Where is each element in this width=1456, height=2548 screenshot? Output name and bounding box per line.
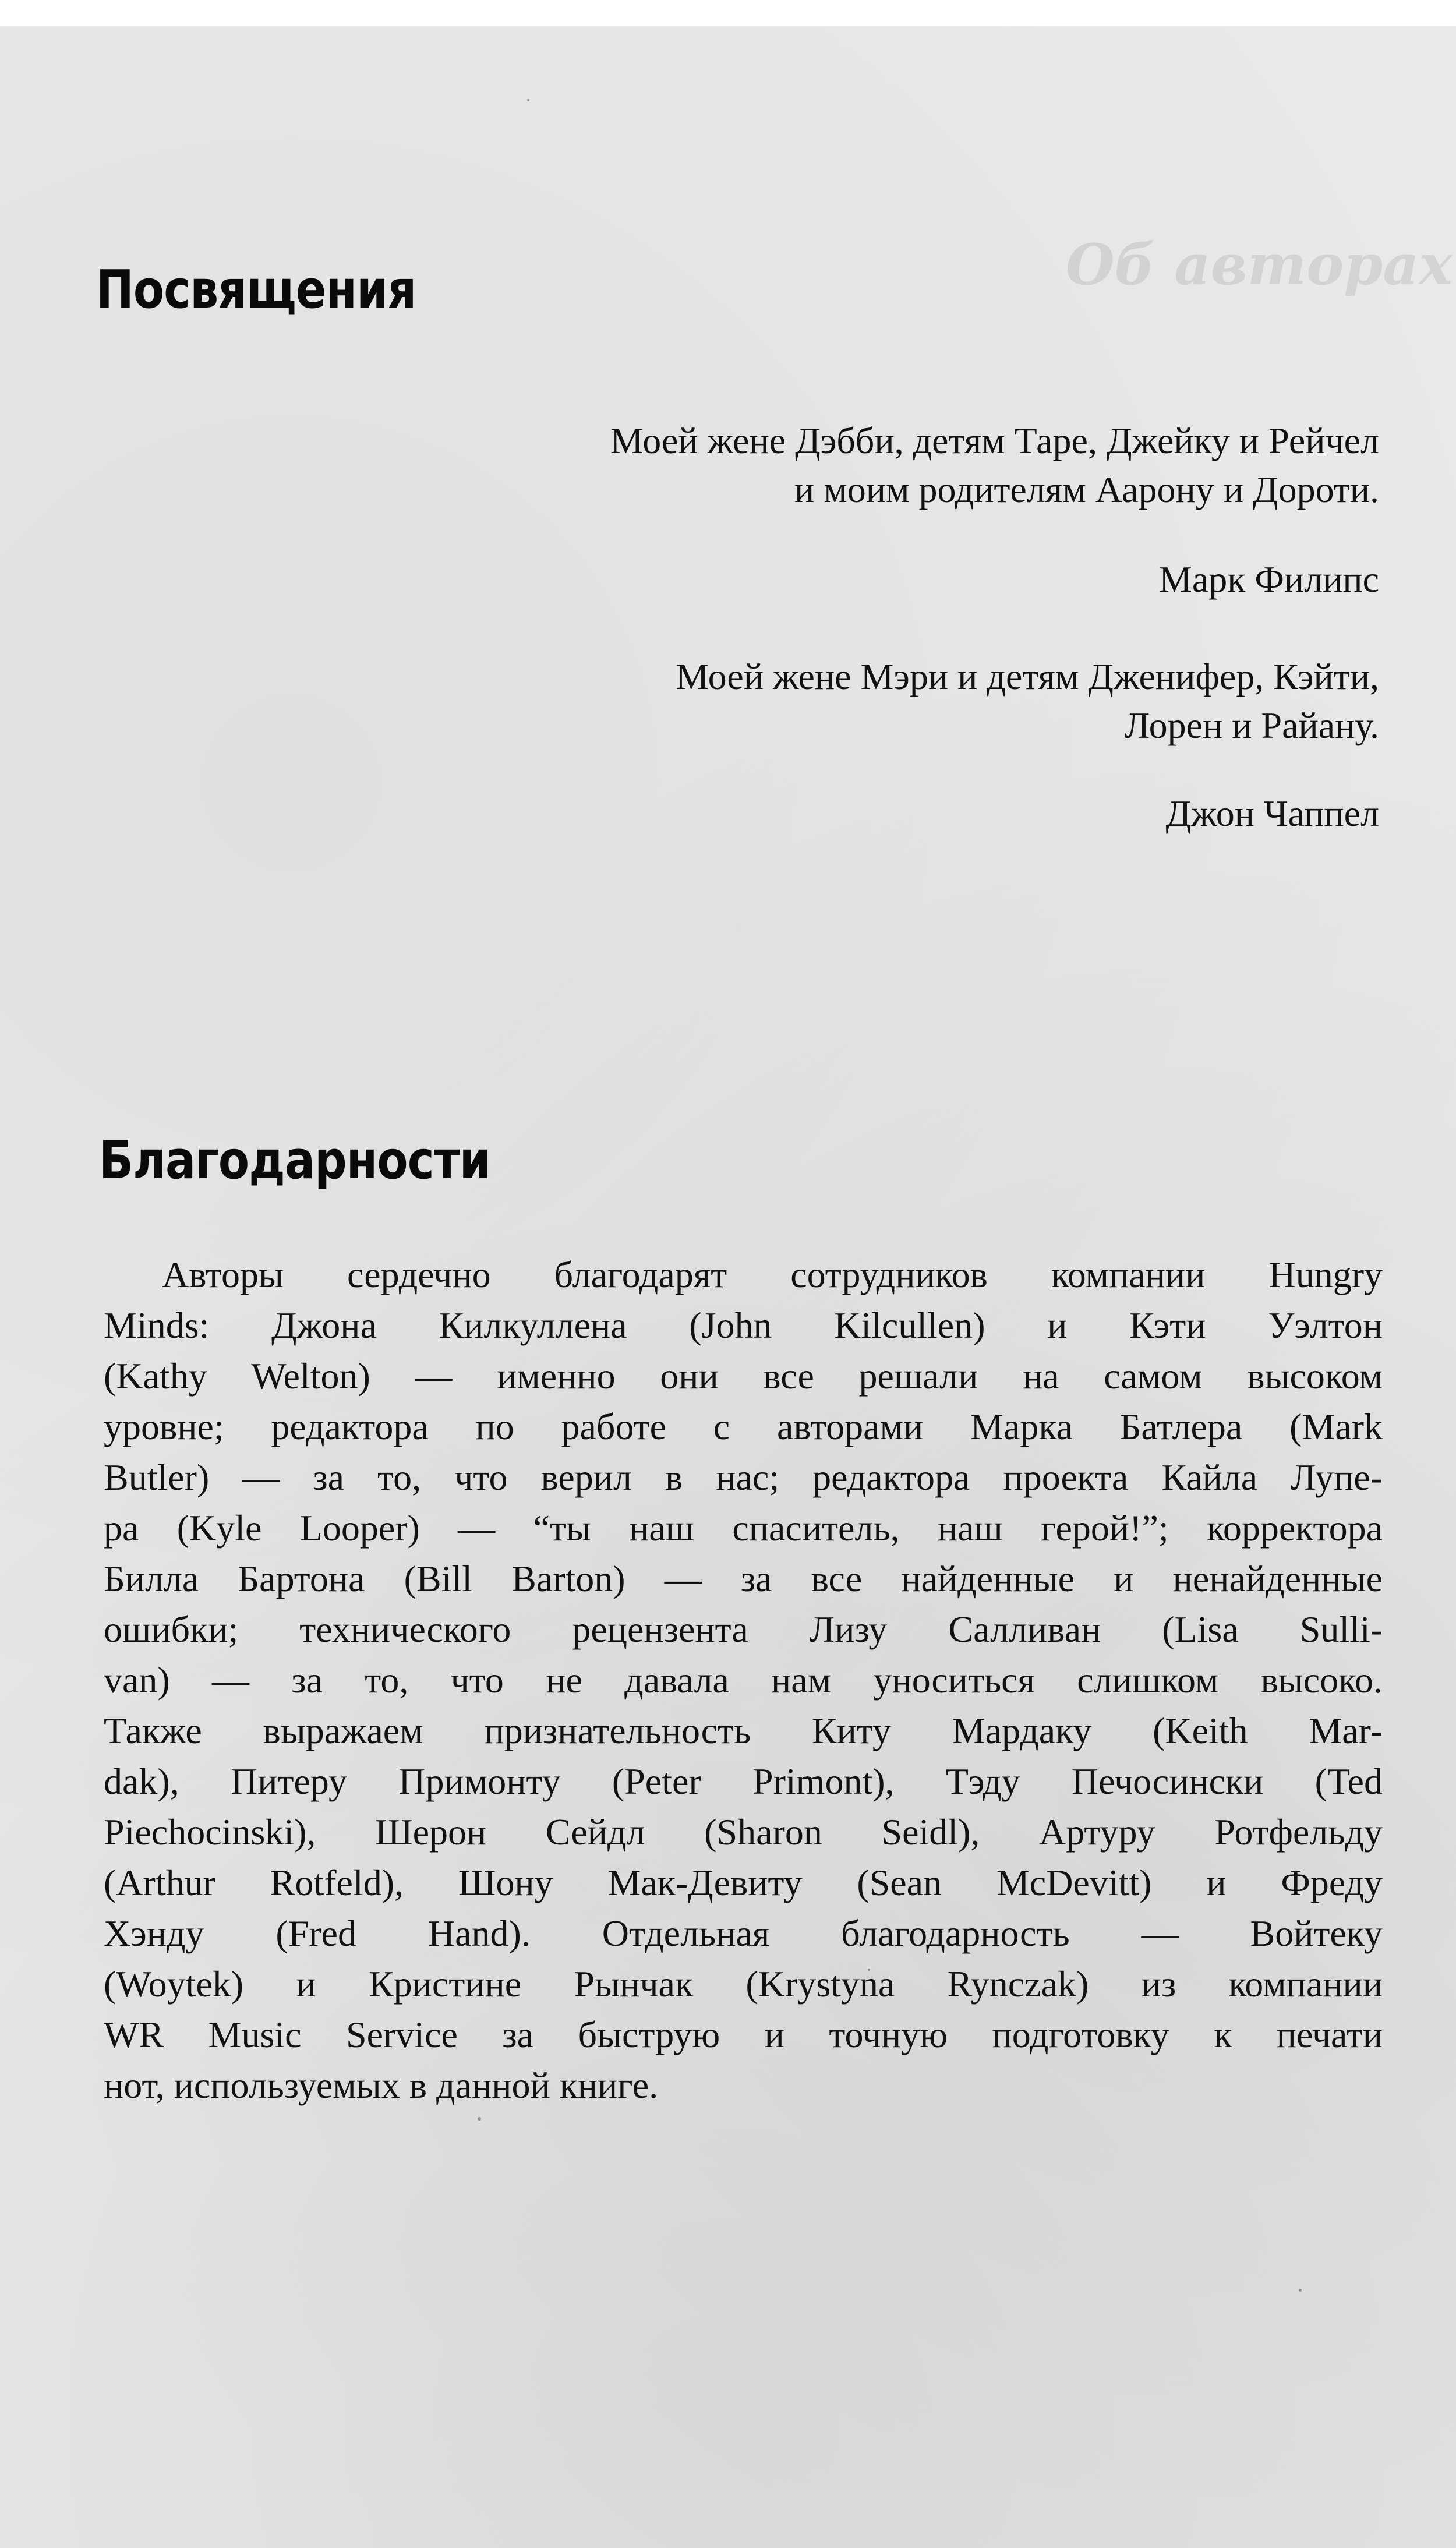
paragraph-line: (Woytek) и Кристине Рынчак (Krystyna Rynczak) из компании: [104, 1963, 1383, 2005]
dedication-heading: Посвящения: [96, 259, 416, 320]
acknowledgements-paragraph: [104, 1249, 1383, 2111]
paragraph-line: (Kathy Welton) — именно они все решали на самом высоком: [104, 1355, 1383, 1397]
print-speck: [868, 1969, 870, 1971]
paragraph-line: van) — за то, что не давала нам уноситься слишком высоко.: [104, 1659, 1383, 1701]
bleed-through-heading: Об авторах: [1066, 232, 1453, 298]
dedication-first-line: Моей жене Дэбби, детям Таре, Джейку и Рейчел: [610, 420, 1379, 461]
paragraph-line: Также выражаем признательность Киту Мардаку (Keith Mar-: [104, 1710, 1383, 1751]
print-speck: [1299, 2289, 1302, 2292]
paragraph-line: WR Music Service за быструю и точную подготовку к печати: [104, 2014, 1383, 2055]
paragraph-line: Авторы сердечно благодарят сотрудников компании Hungry: [162, 1254, 1383, 1295]
book-page: [0, 26, 1456, 2548]
dedication-second-line: Лорен и Райану.: [1124, 705, 1379, 746]
dedication-second-line: Моей жене Мэри и детям Дженифер, Кэйти,: [676, 656, 1379, 697]
paragraph-line: ра (Kyle Looper) — “ты наш спаситель, наш герой!”; корректора: [104, 1507, 1383, 1549]
paragraph-line: Piechocinski), Шерон Сейдл (Sharon Seidl), Артуру Ротфельду: [104, 1811, 1383, 1853]
dedication-second-signature: [1165, 789, 1379, 838]
paragraph-line: Minds: Джона Килкуллена (John Kilcullen) и Кэти Уэлтон: [104, 1305, 1383, 1346]
paragraph-line: ошибки; технического рецензента Лизу Салливан (Lisa Sulli-: [104, 1609, 1383, 1650]
signature-phillips: Марк Филипс: [1158, 559, 1379, 600]
dedication-second: [676, 652, 1379, 750]
print-speck: [527, 99, 529, 101]
print-speck: [478, 2117, 481, 2121]
paragraph-line: dak), Питеру Примонту (Peter Primont), Тэду Печосински (Ted: [104, 1761, 1383, 1802]
paragraph-line: Хэнду (Fred Hand). Отдельная благодарность — Войтеку: [104, 1913, 1383, 1954]
dedication-first-line: и моим родителям Аарону и Дороти.: [794, 469, 1379, 510]
paragraph-line: (Arthur Rotfeld), Шону Мак-Девиту (Sean McDevitt) и Фреду: [104, 1862, 1383, 1903]
paragraph-line: нот, используемых в данной книге.: [104, 2065, 659, 2106]
paragraph-line: Butler) — за то, что верил в нас; редактора проекта Кайла Лупе-: [104, 1457, 1383, 1498]
signature-chappell: Джон Чаппел: [1165, 793, 1379, 834]
paragraph-line: уровне; редактора по работе с авторами Марка Батлера (Mark: [104, 1406, 1383, 1447]
acknowledgements-heading: Благодарности: [99, 1130, 491, 1191]
dedication-first-signature: [1159, 555, 1379, 604]
dedication-first: [610, 416, 1379, 514]
paragraph-line: Билла Бартона (Bill Barton) — за все найденные и ненайденные: [104, 1558, 1383, 1599]
